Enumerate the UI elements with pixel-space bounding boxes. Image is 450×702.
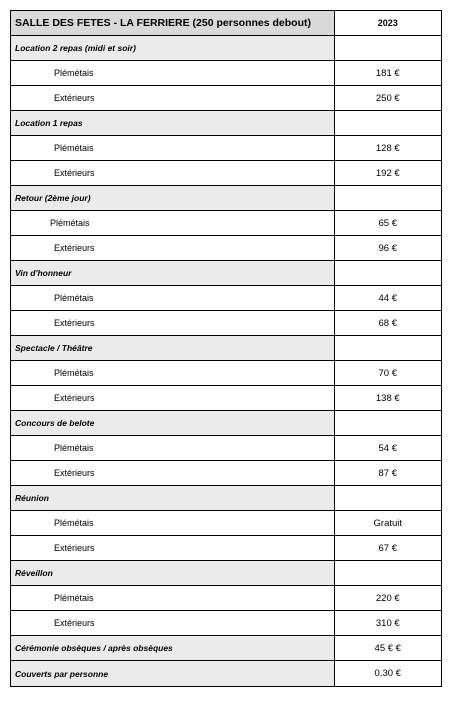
section-title: Couverts par personne (11, 661, 334, 686)
price-cell: 68 € (334, 311, 441, 335)
section-row-location-1-repas (10, 111, 442, 136)
table-row (10, 461, 442, 486)
row-label: Plémétais (54, 368, 94, 378)
table-row (10, 611, 442, 636)
section-title: Cérémonie obsèques / après obsèques (11, 636, 334, 660)
section-row-reunion (10, 486, 442, 511)
section-title: Réunion (11, 486, 334, 510)
section-value-empty (334, 336, 442, 360)
table-row (10, 86, 442, 111)
row-label: Extérieurs (54, 618, 95, 628)
table-row (10, 311, 442, 336)
price-cell: 70 € (334, 361, 441, 385)
section-value-empty (334, 561, 442, 585)
row-label: Extérieurs (54, 243, 95, 253)
section-value-empty (334, 186, 442, 210)
section-row-spectacle-theatre (10, 336, 442, 361)
table-row (10, 386, 442, 411)
pricing-table (10, 10, 442, 687)
table-row (10, 536, 442, 561)
price-cell: 96 € (334, 236, 441, 260)
table-row (10, 161, 442, 186)
section-title: Vin d'honneur (11, 261, 334, 285)
row-label: Extérieurs (54, 543, 95, 553)
price-cell: 0.30 € (334, 661, 442, 686)
section-row-vin-d-honneur (10, 261, 442, 286)
section-value-empty (334, 411, 442, 435)
table-row (10, 211, 442, 236)
row-label: Extérieurs (54, 393, 95, 403)
table-title: SALLE DES FETES - LA FERRIERE (250 personnes debout) (11, 11, 334, 35)
table-row (10, 136, 442, 161)
row-label: Plémétais (54, 68, 94, 78)
price-cell: 65 € (334, 211, 441, 235)
price-cell: 44 € (334, 286, 441, 310)
price-cell: 45 € € (334, 636, 442, 660)
table-header-row (10, 10, 442, 36)
table-row (10, 286, 442, 311)
price-cell: 138 € (334, 386, 441, 410)
section-row-ceremonie-obseques (10, 636, 442, 661)
section-value-empty (334, 36, 442, 60)
row-label: Plémétais (54, 518, 94, 528)
row-label: Extérieurs (54, 318, 95, 328)
section-row-reveillon (10, 561, 442, 586)
section-title: Retour (2ème jour) (11, 186, 334, 210)
price-cell: 128 € (334, 136, 441, 160)
section-row-retour (10, 186, 442, 211)
section-value-empty (334, 486, 442, 510)
section-title: Location 2 repas (midi et soir) (11, 36, 334, 60)
row-label: Plémétais (54, 293, 94, 303)
year-header: 2023 (334, 11, 442, 35)
row-label: Plémétais (50, 218, 90, 228)
table-row (10, 236, 442, 261)
row-label: Extérieurs (54, 93, 95, 103)
price-cell: 250 € (334, 86, 441, 110)
section-value-empty (334, 111, 442, 135)
section-title: Location 1 repas (11, 111, 334, 135)
section-row-couverts-par-personne (10, 661, 442, 687)
section-title: Réveillon (11, 561, 334, 585)
price-cell: 192 € (334, 161, 441, 185)
row-label: Plémétais (54, 593, 94, 603)
row-label: Plémétais (54, 443, 94, 453)
price-cell: 220 € (334, 586, 441, 610)
table-row (10, 586, 442, 611)
price-cell: 181 € (334, 61, 441, 85)
price-cell: 54 € (334, 436, 441, 460)
section-row-location-2-repas (10, 36, 442, 61)
row-label: Plémétais (54, 143, 94, 153)
section-row-concours-de-belote (10, 411, 442, 436)
price-cell: 87 € (334, 461, 441, 485)
table-row (10, 436, 442, 461)
price-cell: Gratuit (334, 511, 441, 535)
price-cell: 67 € (334, 536, 441, 560)
section-value-empty (334, 261, 442, 285)
table-row (10, 61, 442, 86)
row-label: Extérieurs (54, 468, 95, 478)
section-title: Concours de belote (11, 411, 334, 435)
table-row (10, 511, 442, 536)
table-row (10, 361, 442, 386)
section-title: Spectacle / Théâtre (11, 336, 334, 360)
row-label: Extérieurs (54, 168, 95, 178)
price-cell: 310 € (334, 611, 441, 635)
